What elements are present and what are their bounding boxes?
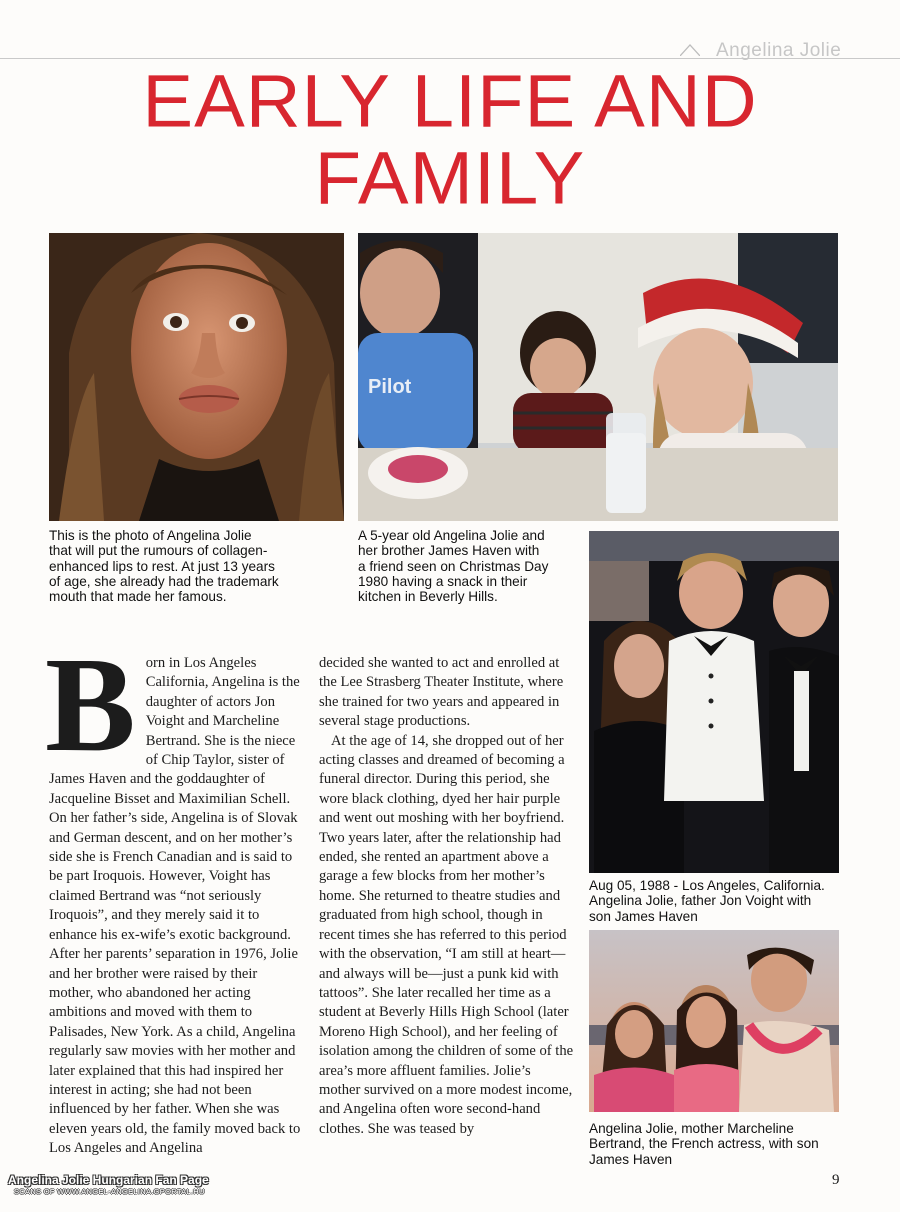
page-number: 9 — [832, 1172, 840, 1188]
article-column-2 — [319, 654, 575, 1139]
caption-line: Angelina Jolie, father Jon Voight with — [589, 893, 812, 909]
caption-line: that will put the rumours of collagen- — [49, 543, 268, 559]
caption-photo-1 — [49, 528, 349, 604]
photo-mother-and-brother — [589, 930, 839, 1112]
photo-jolie-age-13 — [49, 233, 344, 521]
caption-photo-4 — [589, 1121, 859, 1167]
chevron-up-icon — [680, 42, 700, 56]
caption-photo-2 — [358, 528, 588, 604]
caption-line: Aug 05, 1988 - Los Angeles, California. — [589, 878, 825, 893]
article-column-1 — [45, 630, 305, 1159]
caption-photo-3 — [589, 878, 859, 924]
page-title-line-1: EARLY LIFE AND — [142, 59, 758, 144]
caption-line: Bertrand, the French actress, with son — [589, 1136, 819, 1152]
caption-line: James Haven — [589, 1151, 673, 1167]
article-paragraph — [45, 630, 305, 1159]
caption-line: A 5-year old Angelina Jolie and — [358, 528, 545, 543]
caption-line: Angelina Jolie, mother Marcheline — [589, 1121, 794, 1136]
article-paragraph: decided she wanted to act and enrolled at the Lee Strasberg Theater Institute, where she trained for two years and appeared in several stage productions. — [319, 655, 564, 730]
caption-line: enhanced lips to rest. At just 13 years — [49, 558, 275, 574]
section-tag-text: Angelina Jolie — [716, 40, 842, 61]
watermark-title: Angelina Jolie Hungarian Fan Page — [8, 1173, 209, 1187]
page-title-line-2: FAMILY — [314, 136, 586, 221]
caption-line: her brother James Haven with — [358, 543, 540, 559]
caption-line: This is the photo of Angelina Jolie — [49, 528, 252, 543]
drop-cap: B — [45, 630, 136, 780]
caption-line: 1980 having a snack in their — [358, 573, 528, 589]
caption-line: of age, she already had the trademark — [49, 573, 279, 589]
caption-line: a friend seen on Christmas Day — [358, 558, 549, 574]
caption-line: mouth that made her famous. — [49, 589, 227, 605]
svg-text:Pilot: Pilot — [368, 376, 412, 398]
section-tag — [680, 40, 880, 62]
caption-line: son James Haven — [589, 908, 698, 924]
photo-christmas-1980 — [358, 233, 838, 521]
article-paragraph: At the age of 14, she dropped out of her acting classes and dreamed of becoming a funeral director. During this period, she wore black clothing, dyed her hair purple and went out moshing with her boyfriend. Two years later, after the relationship had ended, she rented an apartment above a garage a few blocks from her mother’s home. She returned to theatre studies and graduated from high school, though in recent times she has referred to this period with the observation, “I am still at heart—and always will be—just a punk kid with tattoos”. She later recalled her time as a student at Beverly Hills High School (later Moreno High School), and her feeling of isolation among the children of some of the area’s more affluent families. Jolie’s mother survived on a more modest income, and Angelina often wore second-hand clothes. She was teased by — [319, 732, 574, 1137]
caption-line: kitchen in Beverly Hills. — [358, 589, 498, 605]
photo-family-1988 — [589, 531, 839, 873]
article-text: orn in Los Angeles California, Angelina is the daughter of actors Jon Voight and Marcheline Bertrand. She is the niece of Chip Taylor, sister of James Haven and the goddaughter of Jacqueline Bisset and Maximilian Schell. On her father’s side, Angelina is of Slovak and German descent, and on her mother’s side she is French Canadian and is said to be part Iroquois. However, Voight has claimed Bertrand was “not seriously Iroquois”, and they merely said it to enhance his ex-wife’s exotic background. After her parents’ separation in 1976, Jolie and her brother were raised by their mother, who abandoned her acting ambitions and moved with them to Palisades, New York. As a child, Angelina regularly saw movies with her mother and later explained that this had inspired her interest in acting; she had not been influenced by her father. When she was eleven years old, the family moved back to Los Angeles and Angelina — [49, 655, 301, 1157]
watermark-url: SCANS OF WWW.ANGEL-ANGELINA.GPORTAL.HU — [14, 1187, 205, 1196]
